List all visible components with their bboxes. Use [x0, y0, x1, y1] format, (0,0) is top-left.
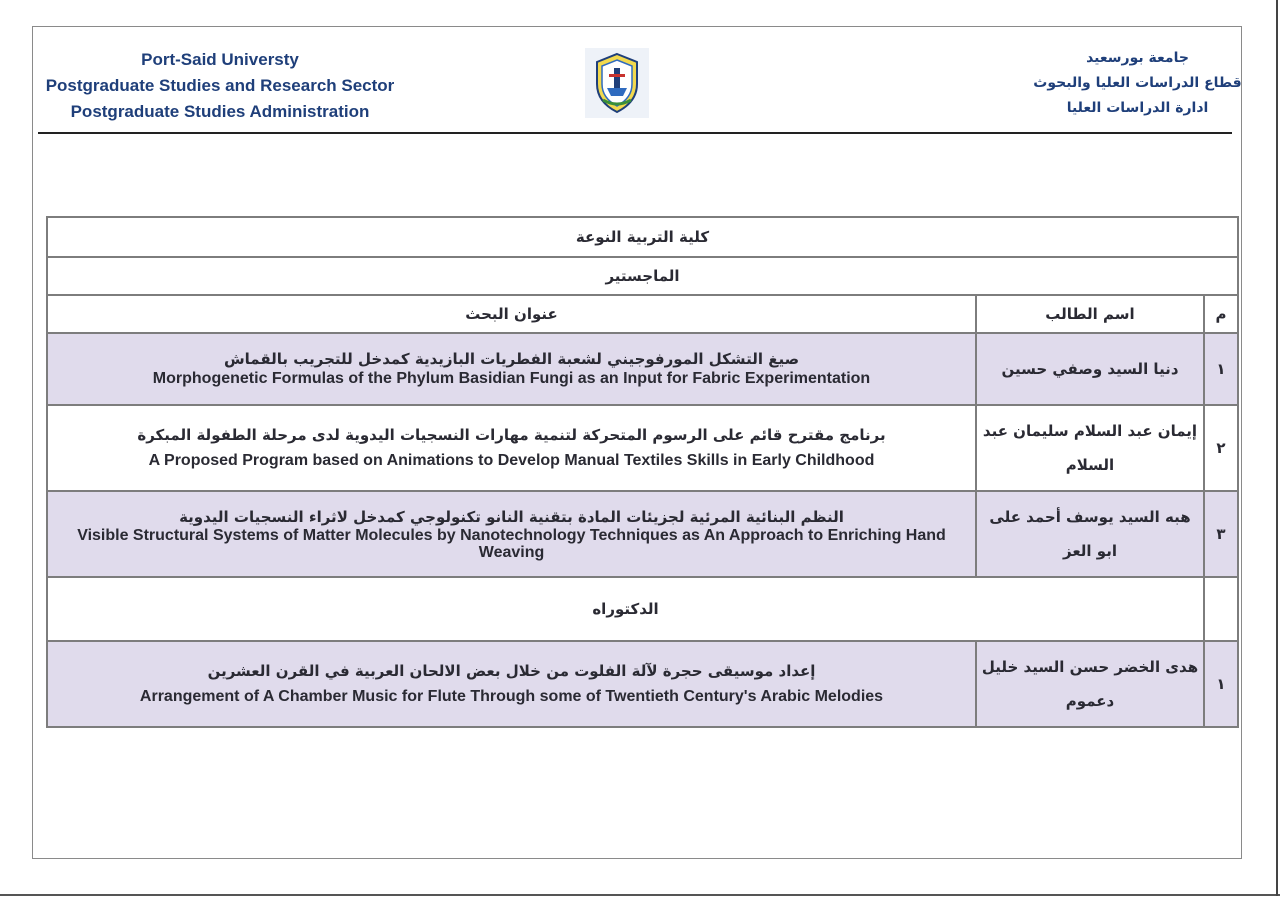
sector-name-ar: قطاع الدراسات العليا والبحوث: [1033, 75, 1242, 91]
student-name: دنيا السيد وصفي حسين: [976, 333, 1204, 405]
faculty-name: كلية التربية النوعة: [47, 217, 1238, 257]
page-bottom-rule: [0, 894, 1280, 896]
student-name: هبه السيد يوسف أحمد على ابو العز: [976, 491, 1204, 577]
table-row: [47, 491, 1238, 577]
student-name: إيمان عبد السلام سليمان عبد السلام: [976, 405, 1204, 491]
research-title-ar: النظم البنائية المرئية لجزيئات المادة بتقنية النانو تكنولوجي كمدخل لاثراء النسجيات اليدوية: [179, 508, 844, 526]
column-header-row: [47, 295, 1238, 333]
row-number: ١: [1204, 333, 1238, 405]
research-title-en: Visible Structural Systems of Matter Molecules by Nanotechnology Techniques as An Approach to Enriching Hand Weaving: [77, 527, 946, 561]
research-title-cell: [47, 491, 976, 577]
research-table: [46, 216, 1239, 728]
doctorate-section-label: الدكتوراه: [47, 577, 1204, 641]
column-header-name: اسم الطالب: [976, 295, 1204, 333]
research-title-cell: [47, 405, 976, 491]
column-header-title: عنوان البحث: [47, 295, 976, 333]
doctorate-section-row: [47, 577, 1238, 641]
table-row: [47, 641, 1238, 727]
research-title-ar: برنامج مقترح قائم على الرسوم المتحركة لتنمية مهارات النسجيات اليدوية لدى مرحلة الطفولة المبكرة: [137, 426, 886, 444]
faculty-row: [47, 217, 1238, 257]
page-right-rule: [1276, 0, 1278, 896]
university-name-en: Port-Said Universty: [141, 50, 299, 69]
masters-section-row: [47, 257, 1238, 295]
column-header-number: م: [1204, 295, 1238, 333]
research-title-en: Morphogenetic Formulas of the Phylum Basidian Fungi as an Input for Fabric Experimentation: [152, 370, 871, 387]
masters-section-label: الماجستير: [47, 257, 1238, 295]
row-number: ١: [1204, 641, 1238, 727]
sector-name-en: Postgraduate Studies and Research Sector: [45, 76, 395, 95]
row-number: ٢: [1204, 405, 1238, 491]
administration-name-ar: ادارة الدراسات العليا: [1066, 100, 1209, 116]
research-title-en: Arrangement of A Chamber Music for Flute Through some of Twentieth Century's Arabic Melodies: [139, 688, 884, 705]
table-row: [47, 333, 1238, 405]
table-row: [47, 405, 1238, 491]
university-crest-icon: [585, 48, 649, 118]
university-name-ar: جامعة بورسعيد: [1086, 50, 1189, 66]
research-title-ar: صيغ التشكل المورفوجيني لشعبة الفطريات البازيدية كمدخل للتجريب بالقماش: [223, 350, 800, 368]
research-title-cell: [47, 641, 976, 727]
research-title-cell: [47, 333, 976, 405]
header-arabic: [1030, 46, 1245, 121]
student-name: هدى الخضر حسن السيد خليل دعموم: [976, 641, 1204, 727]
header-english: [40, 47, 400, 125]
research-title-en: A Proposed Program based on Animations to Develop Manual Textiles Skills in Early Childhood: [148, 452, 875, 469]
empty-cell: [1204, 577, 1238, 641]
research-title-ar: إعداد موسيقى حجرة لآلة الفلوت من خلال بعض الالحان العربية في القرن العشرين: [207, 662, 816, 680]
row-number: ٣: [1204, 491, 1238, 577]
header-divider: [38, 132, 1232, 134]
administration-name-en: Postgraduate Studies Administration: [70, 102, 370, 121]
